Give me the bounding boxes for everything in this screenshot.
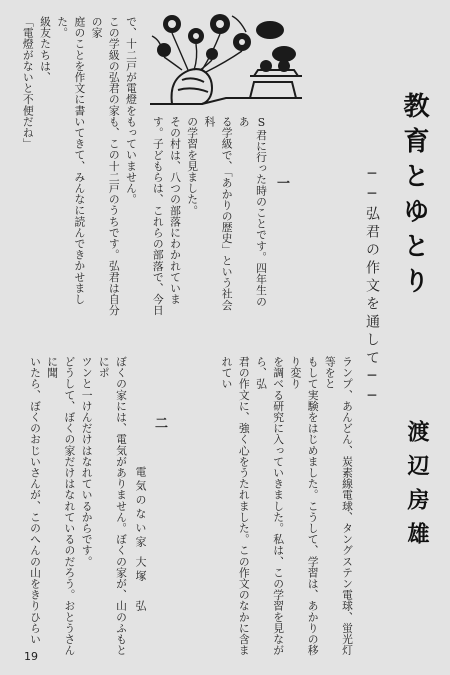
body-column-top-middle <box>146 116 270 316</box>
section-number-2: 二 <box>152 416 167 429</box>
paragraph: ぼくの家には、電気がありません。ぼくの家が、山のふもとにポ <box>97 356 128 656</box>
section-number-1: 一 <box>274 176 289 189</box>
paragraph: 級友たちは、 <box>38 16 52 83</box>
paragraph: ランプ、あんどん、炭素線電球、タングステン電球、蛍光灯等をと <box>323 356 354 656</box>
article-title: 教育とゆとり <box>399 92 429 302</box>
paragraph: この学級の弘君の家も、この十二戸のうちです。弘君は自分の家 <box>90 16 121 316</box>
essay-author: 大塚 弘 <box>134 556 147 614</box>
paragraph <box>18 16 20 316</box>
paragraph: を調べる研究に入っていきました。私は、この学習を見ながら、弘 <box>254 356 286 656</box>
body-column-bottom-right <box>216 356 356 656</box>
body-column-top-left <box>18 16 140 316</box>
paragraph: す。子どもらは、これらの部落で、今日 <box>151 116 165 316</box>
paragraph: どうして、ぼくの家だけはなれているのだろう。おとうさんに聞 <box>46 356 77 656</box>
paragraph: の学習を見ました。 <box>186 116 200 216</box>
paragraph: る学級で、「あかりの歴史」という社会科 <box>203 116 234 311</box>
paragraph: 「電燈がないと不便だね」 <box>21 16 35 150</box>
paragraph: S君に行った時のことです。四年生のあ <box>237 116 268 307</box>
flower-vase-illustration <box>142 6 310 110</box>
paragraph: ツンと一けんだけはなれているからです。 <box>80 356 94 567</box>
article-subtitle: ──弘君の作文を通して── <box>364 166 380 408</box>
essay-title: 電気のない家 <box>134 466 147 550</box>
paragraph: いたら、ぼくのおじいさんが、このへんの山をきりひらい <box>28 356 42 645</box>
paragraph: もして実験をはじめました。こうして、学習は、あかりの移り変り <box>289 356 320 656</box>
paragraph: その村は、八つの部落にわかれていま <box>168 116 182 305</box>
page-number: 19 <box>24 650 38 663</box>
paragraph <box>216 356 218 656</box>
paragraph: で、十二戸が電燈をもっていません。 <box>125 16 138 205</box>
paragraph: 君の作文に、強く心をうたれました。この作文のなかに含まれてい <box>220 356 251 656</box>
paragraph: 庭のことを作文に書いてきて、みんなに読んできかせました。 <box>56 16 87 305</box>
body-column-bottom-left <box>26 356 130 656</box>
author-name: 渡辺房雄 <box>404 420 430 556</box>
